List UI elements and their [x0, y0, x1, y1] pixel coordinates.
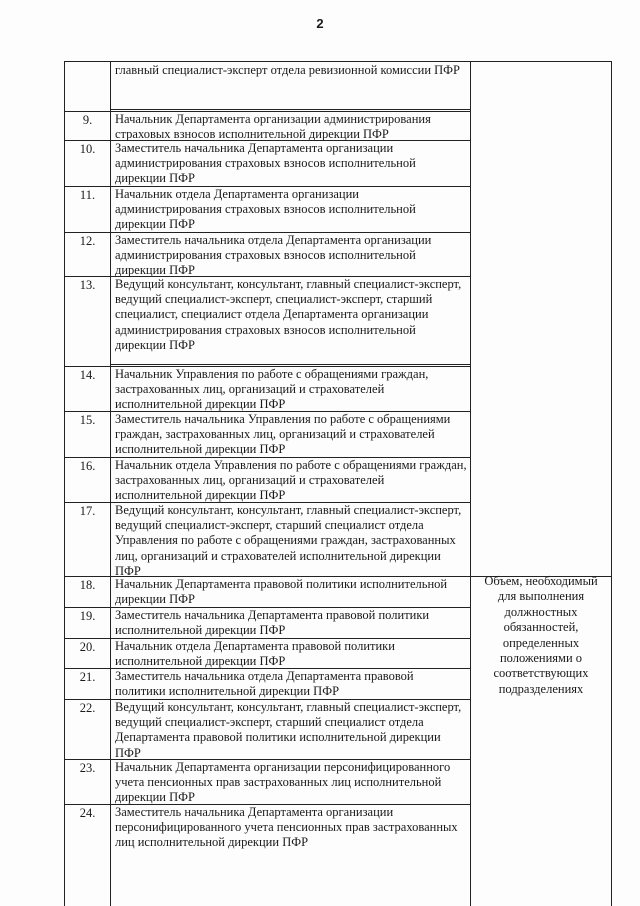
- row-number: 9.: [82, 113, 93, 127]
- row-position: Заместитель начальника Департамента организации администрирования страховых взносов исполнительной дирекции ПФР: [115, 141, 416, 186]
- row-position: Заместитель начальника Департамента правовой политики исполнительной дирекции ПФР: [115, 608, 430, 638]
- row-number: 18.: [79, 578, 96, 592]
- row-position: Ведущий консультант, консультант, главный специалист-эксперт, ведущий специалист-эксперт, старший специалист отдела Управления по работе с обращениями граждан, застрахованных лиц, организаций и страхователей исполнительной дирекции ПФР: [115, 503, 462, 578]
- column-divider-volume: [470, 62, 471, 906]
- row-position: Начальник отдела Управления по работе с обращениями граждан, застрахованных лиц, организаций и страхователей исполнительной дирекции ПФР: [115, 458, 467, 503]
- row-position: Начальник отдела Департамента организации администрирования страховых взносов исполнительной дирекции ПФР: [115, 187, 416, 232]
- row-number: 21.: [79, 670, 96, 684]
- row-number: 23.: [79, 761, 96, 775]
- row-position: Начальник Департамента правовой политики исполнительной дирекции ПФР: [115, 577, 448, 607]
- row-number: 11.: [79, 188, 96, 202]
- row-number: 17.: [79, 504, 96, 518]
- row-position: Начальник отдела Департамента правовой политики исполнительной дирекции ПФР: [115, 639, 395, 669]
- row-number: 24.: [79, 806, 96, 820]
- row-position: Заместитель начальника отдела Департамента организации администрирования страховых взносов исполнительной дирекции ПФР: [115, 233, 432, 278]
- positions-table: [64, 61, 612, 906]
- row-position: Заместитель начальника Управления по работе с обращениями граждан, застрахованных лиц, организаций и страхователей исполнительной дирекции ПФР: [115, 412, 451, 457]
- row-separator: [110, 364, 470, 365]
- row-position: Заместитель начальника Департамента организации персонифицированного учета пенсионных прав застрахованных лиц исполнительной дирекции ПФР: [115, 805, 458, 850]
- row-position: Ведущий консультант, консультант, главный специалист-эксперт, ведущий специалист-эксперт, специалист-эксперт, старший специалист, специалист отдела Департамента организации администрирования страховых взносов исполнительной дирекции ПФР: [115, 277, 462, 352]
- row-number: 13.: [79, 278, 96, 292]
- row-position: Ведущий консультант, консультант, главный специалист-эксперт, ведущий специалист-эксперт, старший специалист отдела Департамента правовой политики исполнительной дирекции ПФР: [115, 700, 462, 760]
- volume-note: Объем, необходимый для выполнения должностных обязанностей, определенных положениями о соответствующих подразделениях: [484, 574, 598, 696]
- row-number: 16.: [79, 459, 96, 473]
- row-position: главный специалист-эксперт отдела ревизионной комиссии ПФР: [115, 63, 461, 77]
- row-position: Начальник Управления по работе с обращениями граждан, застрахованных лиц, организаций и страхователей исполнительной дирекции ПФР: [115, 367, 429, 412]
- row-number: 10.: [79, 142, 96, 156]
- row-number: 15.: [79, 413, 96, 427]
- row-position: Начальник Департамента организации администрирования страховых взносов исполнительной дирекции ПФР: [115, 112, 431, 142]
- row-position: Начальник Департамента организации персонифицированного учета пенсионных прав застрахованных лиц исполнительной дирекции ПФР: [115, 760, 451, 805]
- column-divider-number: [110, 62, 111, 906]
- row-number: 14.: [79, 368, 96, 382]
- row-number: 22.: [79, 701, 96, 715]
- row-number: 19.: [79, 609, 96, 623]
- page-number: 2: [316, 16, 324, 31]
- row-number: 20.: [79, 640, 96, 654]
- row-position: Заместитель начальника отдела Департамента правовой политики исполнительной дирекции ПФР: [115, 669, 414, 699]
- row-number: 12.: [79, 234, 96, 248]
- row-separator: [110, 109, 470, 110]
